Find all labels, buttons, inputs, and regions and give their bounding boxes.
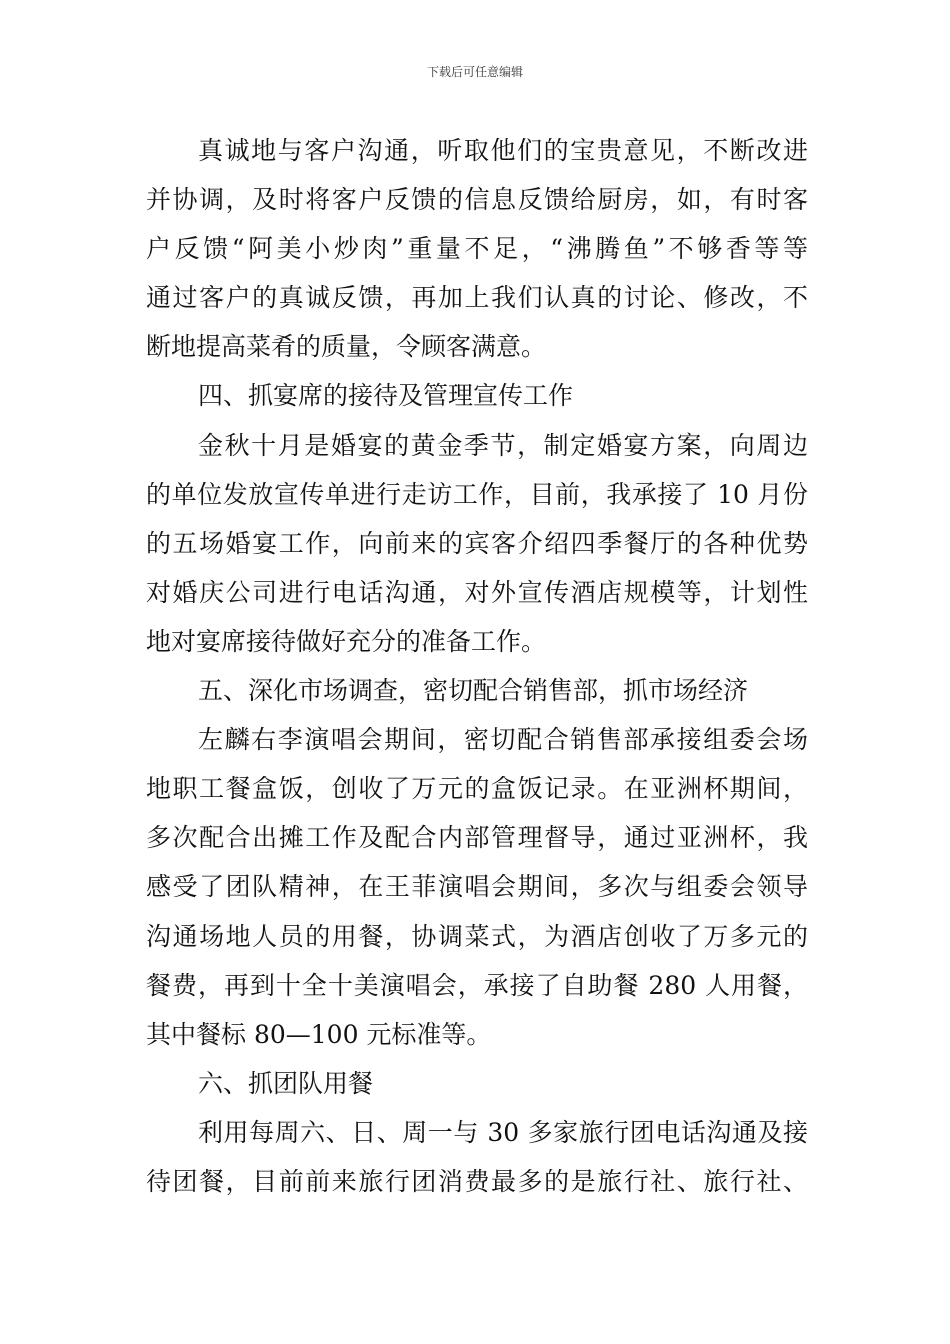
text-line: 感受了团队精神，在王菲演唱会期间，多次与组委会领导 [146, 872, 808, 902]
text-line: 左麟右李演唱会期间，密切配合销售部承接组委会场 [198, 725, 808, 755]
text-line: 通过客户的真诚反馈，再加上我们认真的讨论、修改，不 [146, 283, 808, 313]
text-line: 真诚地与客户沟通，听取他们的宝贵意见，不断改进 [198, 136, 808, 165]
page-header: 下载后可任意编辑 [426, 65, 523, 79]
section-heading: 六、抓团队用餐 [198, 1068, 374, 1098]
text-line: 利用每周六、日、周一与 30 多家旅行团电话沟通及接 [198, 1117, 808, 1147]
text-line: 断地提高菜肴的质量，令顾客满意。 [146, 332, 547, 362]
text-line: 户反馈“阿美小炒肉”重量不足，“沸腾鱼”不够香等等 [146, 234, 808, 264]
text-line: 的五场婚宴工作，向前来的宾客介绍四季餐厅的各种优势 [146, 528, 808, 558]
text-line: 地对宴席接待做好充分的准备工作。 [146, 626, 547, 656]
document-body [146, 126, 808, 1206]
text-line: 餐费，再到十全十美演唱会，承接了自助餐 280 人用餐， [146, 970, 808, 1000]
section-heading: 四、抓宴席的接待及管理宣传工作 [198, 381, 574, 411]
text-line: 待团餐，目前前来旅行团消费最多的是旅行社、旅行社、 [146, 1166, 808, 1196]
text-line: 沟通场地人员的用餐，协调菜式，为酒店创收了万多元的 [146, 921, 808, 951]
text-line: 金秋十月是婚宴的黄金季节，制定婚宴方案，向周边 [198, 430, 808, 460]
section-heading: 五、深化市场调查，密切配合销售部，抓市场经济 [198, 676, 749, 706]
text-line: 并协调，及时将客户反馈的信息反馈给厨房，如，有时客 [146, 185, 808, 215]
text-line: 多次配合出摊工作及配合内部管理督导，通过亚洲杯，我 [146, 823, 808, 853]
text-line: 的单位发放宣传单进行走访工作，目前，我承接了 10 月份 [146, 479, 808, 509]
text-line: 其中餐标 80—100 元标准等。 [146, 1019, 492, 1049]
text-line: 对婚庆公司进行电话沟通，对外宣传酒店规模等，计划性 [146, 577, 808, 607]
text-line: 地职工餐盒饭，创收了万元的盒饭记录。在亚洲杯期间， [146, 774, 808, 804]
